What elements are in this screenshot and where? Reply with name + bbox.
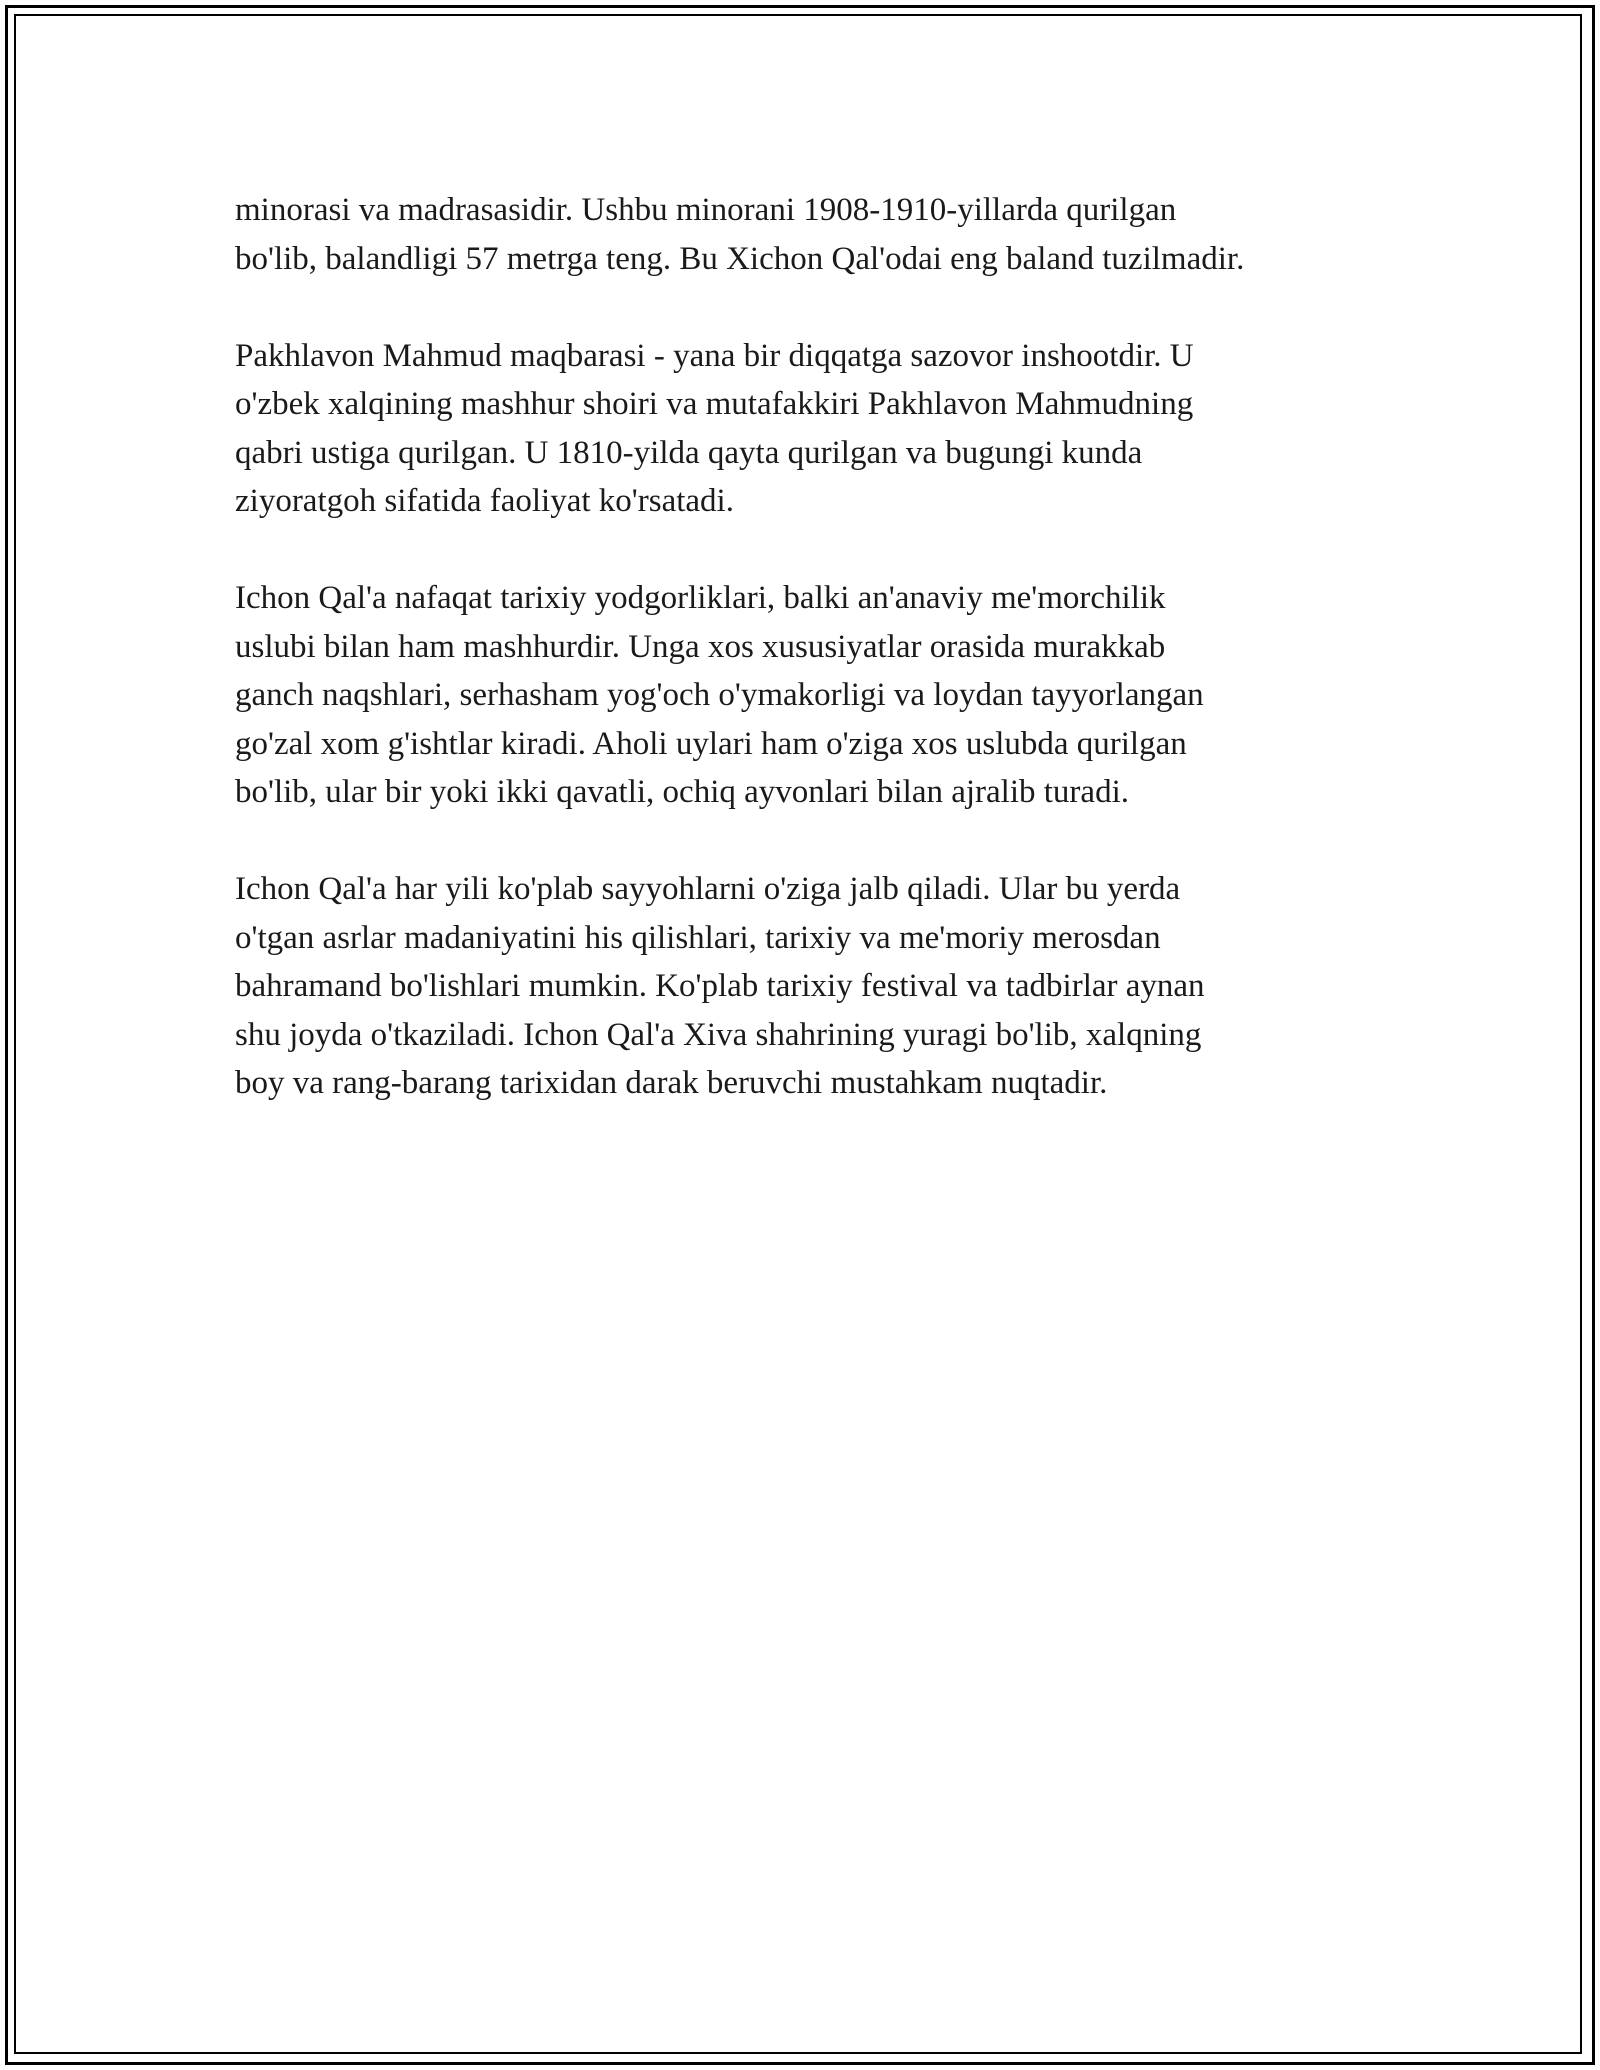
- paragraph-mausoleum: [235, 332, 1415, 526]
- text-line: bahramand bo'lishlari mumkin. Ko'plab tarixiy festival va tadbirlar aynan: [235, 968, 1205, 1004]
- text-line: Ichon Qal'a nafaqat tarixiy yodgorliklari, balki an'anaviy me'morchilik: [235, 580, 1166, 616]
- text-line: qabri ustiga qurilgan. U 1810-yilda qayta qurilgan va bugungi kunda: [235, 434, 1143, 471]
- text-line: ziyoratgoh sifatida faoliyat ko'rsatadi.: [235, 483, 734, 519]
- text-line: bo'lib, balandligi 57 metrga teng. Bu Xichon Qal'odai eng baland tuzilmadir.: [235, 240, 1245, 277]
- text-line: ganch naqshlari, serhasham yog'och o'ymakorligi va loydan tayyorlangan: [235, 677, 1204, 713]
- text-line: minorasi va madrasasidir. Ushbu minorani 1908-1910-yillarda qurilgan: [235, 192, 1177, 228]
- text-line: shu joyda o'tkaziladi. Ichon Qal'a Xiva shahrining yuragi bo'lib, xalqning: [235, 1016, 1202, 1053]
- paragraph-architecture: [235, 574, 1415, 817]
- text-line: uslubi bilan ham mashhurdir. Unga xos xususiyatlar orasida murakkab: [235, 628, 1166, 665]
- text-line: boy va rang-barang tarixidan darak beruvchi mustahkam nuqtadir.: [235, 1065, 1108, 1101]
- paragraph-tourism: [235, 865, 1415, 1108]
- text-line: o'zbek xalqining mashhur shoiri va mutafakkiri Pakhlavon Mahmudning: [235, 386, 1194, 422]
- text-line: Ichon Qal'a har yili ko'plab sayyohlarni o'ziga jalb qiladi. Ular bu yerda: [235, 871, 1181, 907]
- paragraph-minaret: [235, 186, 1415, 283]
- document-body: [235, 186, 1415, 1156]
- text-line: bo'lib, ular bir yoki ikki qavatli, ochiq ayvonlari bilan ajralib turadi.: [235, 774, 1129, 810]
- text-line: go'zal xom g'ishtlar kiradi. Aholi uylari ham o'ziga xos uslubda qurilgan: [235, 725, 1187, 762]
- text-line: Pakhlavon Mahmud maqbarasi - yana bir diqqatga sazovor inshootdir. U: [235, 337, 1194, 374]
- text-line: o'tgan asrlar madaniyatini his qilishlari, tarixiy va me'moriy merosdan: [235, 919, 1161, 956]
